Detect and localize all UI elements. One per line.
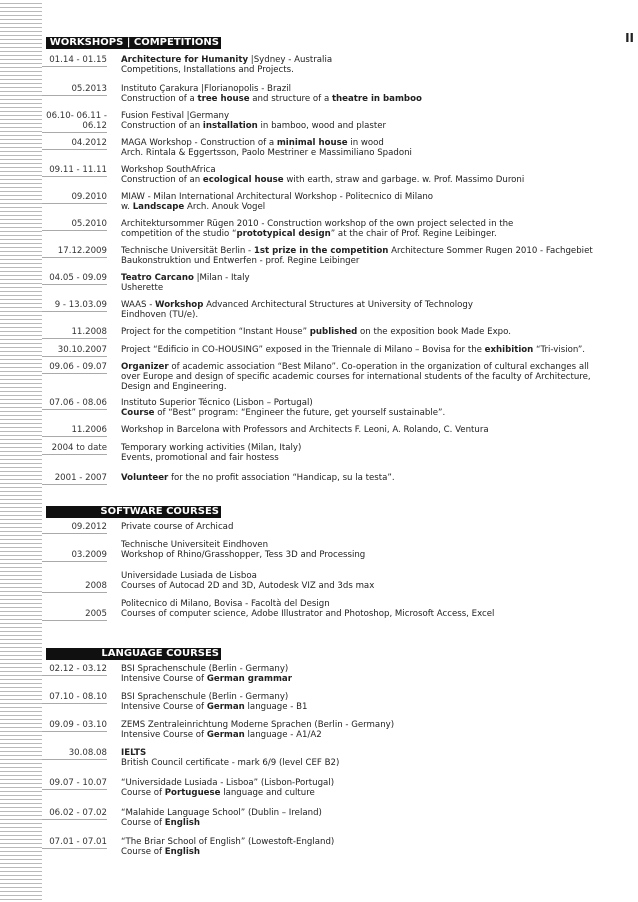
entry-line (121, 84, 626, 94)
entry-description (121, 111, 626, 131)
entry-line (121, 847, 626, 857)
entry-description (121, 165, 626, 185)
bold-text: ecological house (202, 175, 284, 185)
entry-date: 2005 (42, 609, 107, 621)
entry-line (121, 246, 626, 256)
entry-line (121, 310, 626, 320)
entry-date: 09.2010 (42, 192, 107, 204)
bold-text: Organizer (121, 362, 169, 372)
entry-line (121, 664, 626, 674)
entry-line (121, 473, 626, 483)
text-run: Eindhoven (TU/e). (121, 310, 199, 320)
entry-date: 04.05 - 09.09 (42, 273, 107, 285)
entry-line (121, 229, 626, 239)
entry-description (121, 720, 626, 740)
entry-line (121, 202, 626, 212)
section-title-language: LANGUAGE COURSES (46, 648, 221, 660)
text-run: Arch. Rintala & Eggertsson, Paolo Mestriner e Massimiliano Spadoni (121, 148, 412, 158)
entry-line (121, 148, 626, 158)
entry-description (121, 192, 626, 212)
text-run: Private course of Archicad (121, 522, 234, 532)
entry-date: 2008 (42, 581, 107, 593)
text-run: in wood (347, 138, 384, 148)
entry-description (121, 540, 626, 560)
text-run: Course of (121, 818, 165, 828)
text-run: Events, promotional and fair hostess (121, 453, 279, 463)
entry-line (121, 609, 626, 619)
text-run: “Tri-vision”. (533, 345, 585, 355)
text-run: Usherette (121, 283, 164, 293)
entry-line (121, 730, 626, 740)
entry-date: 17.12.2009 (42, 246, 107, 258)
text-run: Universidade Lusiada de Lisboa (121, 571, 257, 581)
text-run: Design and Engineering. (121, 382, 227, 392)
text-run: Arch. Anouk Vogel (184, 202, 266, 212)
text-run: over Europe and design of specific academic courses for international students of the faculty of Architecture, (121, 372, 591, 382)
text-run: Baukonstruktion und Entwerfen - prof. Regine Leibinger (121, 256, 360, 266)
entry-date: 9 - 13.03.09 (42, 300, 107, 312)
bold-text: published (309, 327, 358, 337)
text-run: Project for the competition “Instant House” (121, 327, 310, 337)
entry-line (121, 571, 626, 581)
entry-date: 30.08.08 (42, 748, 107, 760)
entry-line (121, 540, 626, 550)
text-run: “The Briar School of English” (Lowestoft-England) (121, 837, 335, 847)
text-run: Intensive Course of (121, 730, 207, 740)
entry-date: 07.06 - 08.06 (42, 398, 107, 410)
entry-description (121, 362, 626, 392)
text-run: Courses of Autocad 2D and 3D, Autodesk VIZ and 3ds max (121, 581, 375, 591)
entry-line (121, 65, 626, 75)
text-run: MAGA Workshop - Construction of a (121, 138, 277, 148)
text-run: BSI Sprachenschule (Berlin - Germany) (121, 692, 289, 702)
text-run: Instituto Superior Técnico (Lisbon – Portugal) (121, 398, 313, 408)
text-run: Course of (121, 847, 165, 857)
entry-description (121, 246, 626, 266)
entry-line (121, 748, 626, 758)
entry-line (121, 300, 626, 310)
entry-date: 09.11 - 11.11 (42, 165, 107, 177)
text-run: Architektursommer Rügen 2010 - Construction workshop of the own project selected in the (121, 219, 514, 229)
text-run: Project “Edificio in CO-HOUSING” exposed in the Triennale di Milano – Bovisa for the (121, 345, 485, 355)
text-run: MIAW - Milan International Architectural Workshop - Politecnico di Milano (121, 192, 434, 202)
entry-description (121, 522, 626, 532)
entry-line (121, 138, 626, 148)
entry-line (121, 283, 626, 293)
entry-description (121, 425, 626, 435)
text-run: Workshop of Rhino/Grasshopper, Tess 3D and Processing (121, 550, 366, 560)
text-run: and structure of a (249, 94, 332, 104)
entry-line (121, 382, 626, 392)
section-title-workshops: WORKSHOPS | COMPETITIONS (46, 37, 221, 49)
entry-line (121, 702, 626, 712)
text-run: of “Best” program: “Engineer the future, get yourself sustainable”. (154, 408, 446, 418)
entry-description (121, 748, 626, 768)
text-run: Competitions, Installations and Projects. (121, 65, 294, 75)
text-run: “Malahide Language School” (Dublin – Ireland) (121, 808, 322, 818)
entry-description (121, 808, 626, 828)
entry-date: 03.2009 (42, 550, 107, 562)
entry-description (121, 84, 626, 104)
entry-line (121, 522, 626, 532)
entry-line (121, 192, 626, 202)
text-run: w. (121, 202, 133, 212)
text-run: WAAS - (121, 300, 156, 310)
entry-date: 30.10.2007 (42, 345, 107, 357)
text-run: language and culture (220, 788, 315, 798)
text-run: Construction of an (121, 121, 203, 131)
entry-line (121, 599, 626, 609)
entry-description (121, 599, 626, 619)
bold-text: installation (202, 121, 258, 131)
bold-text: theatre in bamboo (331, 94, 422, 104)
entry-line (121, 94, 626, 104)
bold-text: Workshop (155, 300, 204, 310)
entry-date: 09.2012 (42, 522, 107, 534)
text-run: British Council certificate - mark 6/9 (level CEF B2) (121, 758, 340, 768)
text-run: Instituto Çarakura |Florianopolis - Brazil (121, 84, 292, 94)
text-run: Course of (121, 788, 165, 798)
text-run: Technische Universität Berlin - (121, 246, 254, 256)
text-run: Architecture Sommer Rugen 2010 - Fachgebiet (388, 246, 593, 256)
bold-text: minimal house (276, 138, 348, 148)
entry-line (121, 818, 626, 828)
entry-line (121, 758, 626, 768)
entry-date: 09.09 - 03.10 (42, 720, 107, 732)
text-run: Advanced Architectural Structures at University of Technology (203, 300, 473, 310)
entry-line (121, 111, 626, 121)
text-run: for the no profit association “Handicap, su la testa”. (168, 473, 395, 483)
entry-line (121, 778, 626, 788)
text-run: Fusion Festival |Germany (121, 111, 230, 121)
entry-line (121, 550, 626, 560)
bold-text: Volunteer (121, 473, 169, 483)
entry-line (121, 720, 626, 730)
entry-description (121, 345, 626, 355)
section-title-software: SOFTWARE COURSES (46, 506, 221, 518)
entry-date: 06.10- 06.11 - 06.12 (42, 111, 107, 133)
entry-description (121, 473, 626, 483)
bold-text: Teatro Carcano (121, 273, 194, 283)
bold-text: German grammar (206, 674, 292, 684)
bold-text: English (164, 818, 201, 828)
entry-line (121, 327, 626, 337)
bold-text: 1st prize in the competition (253, 246, 389, 256)
entry-line (121, 788, 626, 798)
page-mark: II (625, 31, 634, 45)
text-run: Temporary working activities (Milan, Italy) (121, 443, 302, 453)
entry-date: 2004 to date (42, 443, 107, 455)
entry-line (121, 55, 626, 65)
text-run: Politecnico di Milano, Bovisa - Facoltà del Design (121, 599, 330, 609)
entry-line (121, 362, 626, 372)
bold-text: IELTS (121, 748, 147, 758)
text-run: of academic association “Best Milano”. Co-operation in the organization of cultural exchanges all (168, 362, 589, 372)
bold-text: Course (121, 408, 155, 418)
text-run: Intensive Course of (121, 674, 207, 684)
bold-text: Landscape (132, 202, 185, 212)
text-run: ” at the chair of Prof. Regine Leibinger. (330, 229, 497, 239)
entry-date: 09.07 - 10.07 (42, 778, 107, 790)
entry-date: 04.2012 (42, 138, 107, 150)
entry-description (121, 138, 626, 158)
text-run: Workshop in Barcelona with Professors and Architects F. Leoni, A. Rolando, C. Ventura (121, 425, 489, 435)
striped-margin (0, 0, 42, 902)
entry-line (121, 398, 626, 408)
entry-line (121, 372, 626, 382)
entry-date: 07.10 - 08.10 (42, 692, 107, 704)
entry-date: 02.12 - 03.12 (42, 664, 107, 676)
text-run: Workshop SouthAfrica (121, 165, 216, 175)
text-run: competition of the studio “ (121, 229, 237, 239)
entry-line (121, 425, 626, 435)
entry-description (121, 443, 626, 463)
entry-date: 2001 - 2007 (42, 473, 107, 485)
bold-text: tree house (197, 94, 250, 104)
entry-date: 01.14 - 01.15 (42, 55, 107, 67)
bold-text: exhibition (484, 345, 534, 355)
text-run: Construction of an (121, 175, 203, 185)
text-run: Technische Universiteit Eindhoven (121, 540, 269, 550)
entry-line (121, 175, 626, 185)
entry-description (121, 664, 626, 684)
text-run: |Sydney - Australia (248, 55, 333, 65)
bold-text: Portuguese (164, 788, 221, 798)
bold-text: English (164, 847, 201, 857)
bold-text: prototypical design (236, 229, 331, 239)
entry-description (121, 837, 626, 857)
entry-line (121, 808, 626, 818)
entry-line (121, 121, 626, 131)
entry-description (121, 398, 626, 418)
entry-line (121, 165, 626, 175)
entry-line (121, 273, 626, 283)
text-run: language - B1 (244, 702, 308, 712)
text-run: “Universidade Lusiada - Lisboa” (Lisbon-Portugal) (121, 778, 335, 788)
entry-line (121, 408, 626, 418)
entry-date: 07.01 - 07.01 (42, 837, 107, 849)
text-run: in bamboo, wood and plaster (257, 121, 387, 131)
text-run: Construction of a (121, 94, 198, 104)
text-run: Courses of computer science, Adobe Illustrator and Photoshop, Microsoft Access, Excel (121, 609, 495, 619)
bold-text: German (206, 702, 245, 712)
entry-description (121, 778, 626, 798)
entry-line (121, 345, 626, 355)
entry-line (121, 581, 626, 591)
entry-description (121, 327, 626, 337)
entry-description (121, 219, 626, 239)
text-run: ZEMS Zentraleinrichtung Moderne Sprachen (Berlin - Germany) (121, 720, 395, 730)
entry-description (121, 300, 626, 320)
entry-line (121, 453, 626, 463)
entry-line (121, 219, 626, 229)
entry-description (121, 692, 626, 712)
entry-date: 05.2013 (42, 84, 107, 96)
entry-description (121, 571, 626, 591)
entry-line (121, 692, 626, 702)
entry-line (121, 674, 626, 684)
entry-date: 09.06 - 09.07 (42, 362, 107, 374)
entry-line (121, 256, 626, 266)
text-run: with earth, straw and garbage. w. Prof. Massimo Duroni (283, 175, 525, 185)
text-run: |Milan - Italy (193, 273, 250, 283)
bold-text: German (206, 730, 245, 740)
text-run: BSI Sprachenschule (Berlin - Germany) (121, 664, 289, 674)
entry-date: 11.2008 (42, 327, 107, 339)
entry-date: 06.02 - 07.02 (42, 808, 107, 820)
entry-date: 11.2006 (42, 425, 107, 437)
entry-line (121, 837, 626, 847)
text-run: on the exposition book Made Expo. (357, 327, 511, 337)
text-run: language - A1/A2 (244, 730, 322, 740)
bold-text: Architecture for Humanity (121, 55, 249, 65)
entry-description (121, 273, 626, 293)
entry-date: 05.2010 (42, 219, 107, 231)
text-run: Intensive Course of (121, 702, 207, 712)
entry-line (121, 443, 626, 453)
entry-description (121, 55, 626, 75)
